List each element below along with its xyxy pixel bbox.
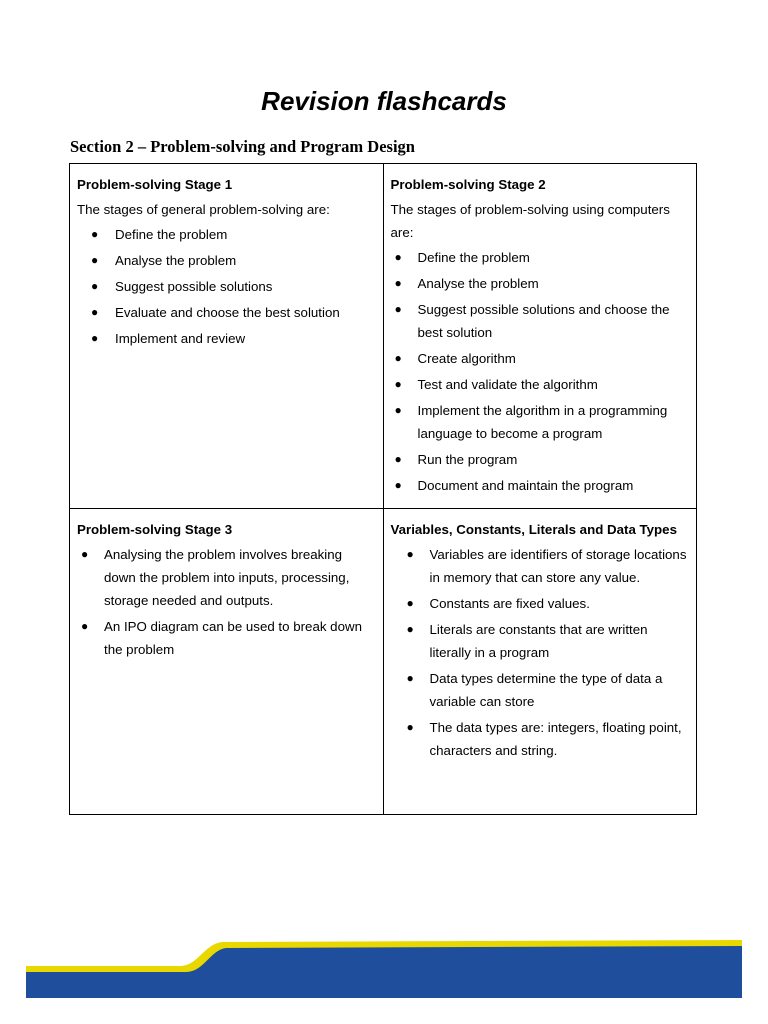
bullet-icon: ●: [91, 279, 99, 293]
card-title: Problem-solving Stage 2: [390, 177, 546, 192]
bullet-icon: ●: [91, 227, 99, 241]
bullet-icon: ●: [394, 351, 402, 365]
bullet-icon: ●: [394, 276, 402, 290]
bullet-icon: ●: [406, 547, 414, 561]
list-item: ● Implement the algorithm in a programming language to become a program: [391, 399, 691, 445]
bullet-icon: ●: [91, 305, 99, 319]
list-item: ● Suggest possible solutions: [77, 275, 377, 298]
footer-band: [0, 930, 768, 1000]
page-title: Revision flashcards: [261, 86, 507, 116]
footer-blue-band: [26, 946, 742, 998]
section-heading: Section 2 – Problem-solving and Program Design: [70, 137, 415, 156]
flashcard-table: [69, 163, 697, 815]
list-item: ● Implement and review: [77, 327, 377, 350]
card-intro: The stages of problem-solving using computers are:: [390, 202, 670, 240]
list-item: ● An IPO diagram can be used to break down the problem: [77, 615, 377, 661]
list-item: ● Define the problem: [391, 246, 691, 269]
card-title: Problem-solving Stage 1: [77, 177, 233, 192]
card-title: Variables, Constants, Literals and Data Types: [390, 522, 677, 537]
list-item: ● Analysing the problem involves breaking down the problem into inputs, processing, storage needed and outputs.: [77, 543, 377, 612]
card-stage-2: [383, 164, 697, 509]
card-variables: [383, 509, 697, 815]
bullet-icon: ●: [394, 452, 402, 466]
bullet-icon: ●: [406, 596, 414, 610]
list-item: ● The data types are: integers, floating point, characters and string.: [391, 716, 691, 762]
card-list: [391, 246, 691, 497]
bullet-icon: ●: [91, 253, 99, 267]
card-intro: The stages of general problem-solving are:: [77, 202, 330, 217]
bullet-icon: ●: [81, 619, 89, 633]
card-stage-3: [70, 509, 384, 815]
list-item: ● Data types determine the type of data a variable can store: [391, 667, 691, 713]
bullet-icon: ●: [394, 478, 402, 492]
list-item: ● Run the program: [391, 448, 691, 471]
list-item: ● Analyse the problem: [77, 249, 377, 272]
list-item: ● Document and maintain the program: [391, 474, 691, 497]
list-item: ● Evaluate and choose the best solution: [77, 301, 377, 324]
bullet-icon: ●: [406, 622, 414, 636]
bullet-icon: ●: [394, 250, 402, 264]
list-item: ● Test and validate the algorithm: [391, 373, 691, 396]
bullet-icon: ●: [406, 671, 414, 685]
bullet-icon: ●: [91, 331, 99, 345]
bullet-icon: ●: [394, 377, 402, 391]
card-title: Problem-solving Stage 3: [77, 522, 233, 537]
card-list: [77, 223, 377, 350]
list-item: ● Constants are fixed values.: [391, 592, 691, 615]
card-stage-1: [70, 164, 384, 509]
list-item: ● Analyse the problem: [391, 272, 691, 295]
list-item: ● Variables are identifiers of storage locations in memory that can store any value.: [391, 543, 691, 589]
card-list: [391, 543, 691, 762]
card-list: [77, 543, 377, 661]
list-item: ● Suggest possible solutions and choose the best solution: [391, 298, 691, 344]
list-item: ● Create algorithm: [391, 347, 691, 370]
list-item: ● Literals are constants that are written literally in a program: [391, 618, 691, 664]
bullet-icon: ●: [394, 302, 402, 316]
bullet-icon: ●: [406, 720, 414, 734]
bullet-icon: ●: [394, 403, 402, 417]
bullet-icon: ●: [81, 547, 89, 561]
list-item: ● Define the problem: [77, 223, 377, 246]
